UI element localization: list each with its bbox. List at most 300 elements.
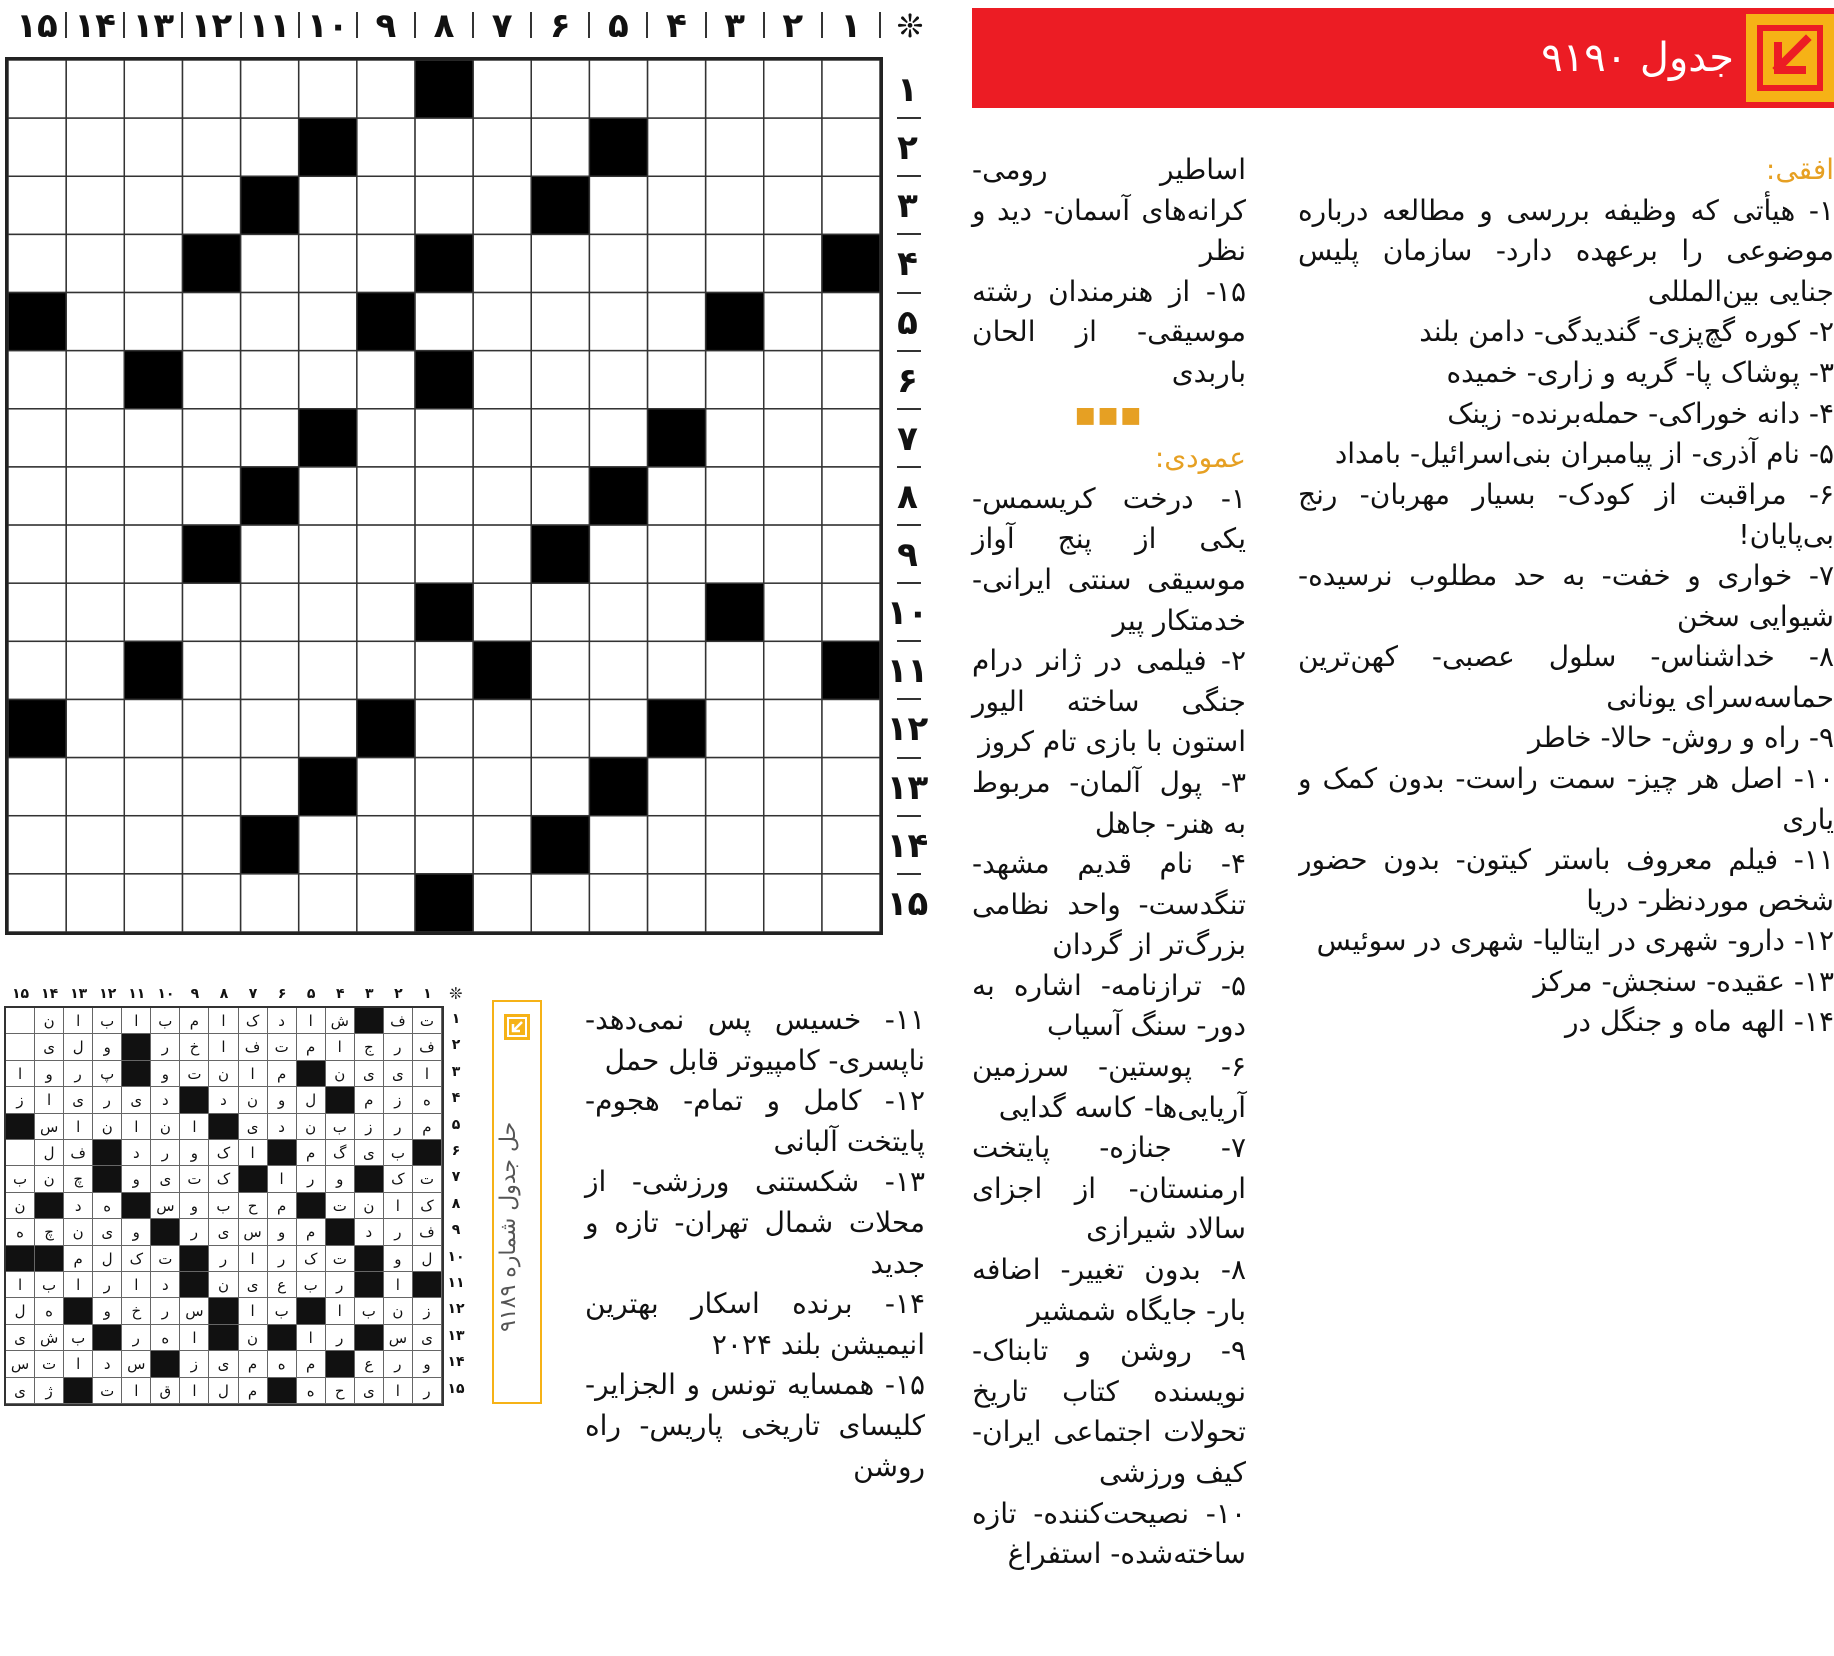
grid-cell[interactable] bbox=[764, 641, 822, 699]
grid-cell[interactable] bbox=[589, 816, 647, 874]
grid-cell[interactable] bbox=[415, 816, 473, 874]
black-cell bbox=[473, 641, 531, 699]
grid-cell[interactable] bbox=[415, 641, 473, 699]
grid-cell[interactable] bbox=[182, 641, 240, 699]
grid-cell[interactable] bbox=[357, 60, 415, 118]
solution-cell: ک bbox=[413, 1193, 442, 1219]
grid-cell[interactable] bbox=[182, 758, 240, 816]
solution-black-cell bbox=[122, 1034, 151, 1060]
grid-cell[interactable] bbox=[182, 118, 240, 176]
grid-cell[interactable] bbox=[531, 699, 589, 757]
grid-cell[interactable] bbox=[357, 758, 415, 816]
solution-cell: ه bbox=[35, 1298, 64, 1324]
grid-cell[interactable] bbox=[473, 60, 531, 118]
grid-cell[interactable] bbox=[415, 293, 473, 351]
grid-cell[interactable] bbox=[764, 409, 822, 467]
grid-cell[interactable] bbox=[124, 874, 182, 932]
grid-cell[interactable] bbox=[531, 467, 589, 525]
grid-cell[interactable] bbox=[706, 874, 764, 932]
grid-cell[interactable] bbox=[473, 874, 531, 932]
solution-row-label: ۱۱ bbox=[447, 1275, 465, 1291]
grid-cell[interactable] bbox=[706, 118, 764, 176]
across-clue: ۱- هیأتی که وظیفه بررسی و مطالعه درباره موضوعی را برعهده دارد- سازمان پلیس جنایی بین‌المللی bbox=[1298, 193, 1834, 308]
grid-cell[interactable] bbox=[66, 409, 124, 467]
grid-cell[interactable] bbox=[589, 234, 647, 292]
solution-black-cell bbox=[209, 1114, 238, 1140]
grid-cell[interactable] bbox=[8, 60, 66, 118]
grid-cell[interactable] bbox=[706, 467, 764, 525]
solution-cell: و bbox=[93, 1034, 122, 1060]
grid-cell[interactable] bbox=[415, 525, 473, 583]
solution-cell: ا bbox=[122, 1114, 151, 1140]
grid-cell[interactable] bbox=[764, 351, 822, 409]
grid-cell[interactable] bbox=[531, 874, 589, 932]
black-cell bbox=[415, 351, 473, 409]
solution-black-cell bbox=[209, 1298, 238, 1324]
grid-cell[interactable] bbox=[473, 234, 531, 292]
grid-cell[interactable] bbox=[764, 60, 822, 118]
grid-cell[interactable] bbox=[8, 525, 66, 583]
grid-cell[interactable] bbox=[589, 874, 647, 932]
grid-cell[interactable] bbox=[182, 874, 240, 932]
grid-cell[interactable] bbox=[647, 351, 705, 409]
grid-cell[interactable] bbox=[66, 641, 124, 699]
solution-cell: ت bbox=[413, 1008, 442, 1034]
grid-cell[interactable] bbox=[706, 525, 764, 583]
grid-cell[interactable] bbox=[299, 816, 357, 874]
column-separator bbox=[356, 12, 358, 38]
black-cell bbox=[589, 118, 647, 176]
grid-cell[interactable] bbox=[764, 118, 822, 176]
solution-cell: ت bbox=[35, 1351, 64, 1377]
column-separator bbox=[530, 12, 532, 38]
grid-cell[interactable] bbox=[182, 60, 240, 118]
grid-cell[interactable] bbox=[357, 118, 415, 176]
grid-cell[interactable] bbox=[647, 234, 705, 292]
solution-cell: س bbox=[122, 1351, 151, 1377]
grid-cell[interactable] bbox=[299, 699, 357, 757]
grid-cell[interactable] bbox=[299, 351, 357, 409]
row-label: ۹ bbox=[897, 535, 918, 576]
grid-cell[interactable] bbox=[299, 467, 357, 525]
grid-cell[interactable] bbox=[764, 583, 822, 641]
grid-cell[interactable] bbox=[822, 351, 880, 409]
grid-cell[interactable] bbox=[531, 351, 589, 409]
grid-cell[interactable] bbox=[299, 60, 357, 118]
column-label: ۶ bbox=[549, 6, 571, 46]
grid-cell[interactable] bbox=[124, 234, 182, 292]
down-clue: ۶- پوستین- سرزمین آریایی‌ها- کاسه گدایی bbox=[972, 1050, 1246, 1124]
solution-cell: ا bbox=[209, 1008, 238, 1034]
grid-cell[interactable] bbox=[822, 816, 880, 874]
grid-cell[interactable] bbox=[531, 583, 589, 641]
solution-cell: چ bbox=[35, 1219, 64, 1245]
solution-cell: ر bbox=[268, 1246, 297, 1272]
solution-cell: ب bbox=[93, 1008, 122, 1034]
grid-cell[interactable] bbox=[589, 641, 647, 699]
solution-cell bbox=[6, 1034, 35, 1060]
grid-cell[interactable] bbox=[822, 60, 880, 118]
grid-cell[interactable] bbox=[415, 176, 473, 234]
grid-cell[interactable] bbox=[764, 234, 822, 292]
solution-cell: ک bbox=[209, 1140, 238, 1166]
solution-black-cell bbox=[326, 1087, 355, 1113]
solution-column-label: ۱۰ bbox=[157, 986, 175, 1002]
grid-cell[interactable] bbox=[764, 525, 822, 583]
solution-cell: ی bbox=[239, 1272, 268, 1298]
grid-cell[interactable] bbox=[182, 699, 240, 757]
grid-cell[interactable] bbox=[182, 583, 240, 641]
grid-cell[interactable] bbox=[241, 525, 299, 583]
solution-grid bbox=[4, 1006, 444, 1406]
grid-cell[interactable] bbox=[241, 583, 299, 641]
grid-cell[interactable] bbox=[531, 60, 589, 118]
grid-cell[interactable] bbox=[66, 816, 124, 874]
grid-cell[interactable] bbox=[124, 467, 182, 525]
grid-cell[interactable] bbox=[473, 583, 531, 641]
solution-cell: ش bbox=[326, 1008, 355, 1034]
grid-cell[interactable] bbox=[647, 816, 705, 874]
solution-cell: د bbox=[93, 1351, 122, 1377]
grid-cell[interactable] bbox=[66, 583, 124, 641]
grid-cell[interactable] bbox=[124, 816, 182, 874]
solution-cell: ب bbox=[151, 1008, 180, 1034]
grid-cell[interactable] bbox=[182, 816, 240, 874]
black-cell bbox=[822, 641, 880, 699]
grid-cell[interactable] bbox=[182, 467, 240, 525]
grid-cell[interactable] bbox=[647, 118, 705, 176]
grid-cell[interactable] bbox=[241, 758, 299, 816]
grid-cell[interactable] bbox=[66, 699, 124, 757]
solution-cell: ا bbox=[239, 1246, 268, 1272]
grid-svg[interactable] bbox=[8, 60, 880, 932]
grid-cell[interactable] bbox=[124, 699, 182, 757]
grid-cell[interactable] bbox=[589, 525, 647, 583]
grid-cell[interactable] bbox=[182, 409, 240, 467]
grid-cell[interactable] bbox=[299, 176, 357, 234]
grid-cell[interactable] bbox=[8, 641, 66, 699]
grid-cell[interactable] bbox=[647, 293, 705, 351]
grid-cell[interactable] bbox=[706, 758, 764, 816]
grid-cell[interactable] bbox=[531, 758, 589, 816]
grid-cell[interactable] bbox=[589, 293, 647, 351]
black-cell bbox=[647, 699, 705, 757]
grid-cell[interactable] bbox=[822, 583, 880, 641]
grid-cell[interactable] bbox=[822, 293, 880, 351]
black-cell bbox=[415, 874, 473, 932]
row-label: ۱۲ bbox=[886, 709, 929, 750]
grid-cell[interactable] bbox=[299, 874, 357, 932]
grid-cell[interactable] bbox=[822, 874, 880, 932]
crossword-grid[interactable] bbox=[5, 57, 883, 935]
grid-cell[interactable] bbox=[357, 816, 415, 874]
grid-cell[interactable] bbox=[706, 699, 764, 757]
solution-cell: د bbox=[151, 1087, 180, 1113]
solution-black-cell bbox=[355, 1008, 384, 1034]
solution-cell: م bbox=[64, 1246, 93, 1272]
grid-cell[interactable] bbox=[531, 118, 589, 176]
grid-cell[interactable] bbox=[589, 583, 647, 641]
solution-cell: و bbox=[122, 1219, 151, 1245]
grid-cell[interactable] bbox=[8, 467, 66, 525]
grid-cell[interactable] bbox=[764, 293, 822, 351]
star-icon: ❊ bbox=[449, 984, 463, 1003]
grid-cell[interactable] bbox=[8, 583, 66, 641]
grid-cell[interactable] bbox=[357, 176, 415, 234]
column-separator bbox=[879, 12, 881, 38]
grid-cell[interactable] bbox=[647, 641, 705, 699]
grid-cell[interactable] bbox=[124, 583, 182, 641]
column-separator bbox=[763, 12, 765, 38]
grid-cell[interactable] bbox=[182, 351, 240, 409]
solution-cell: ا bbox=[64, 1272, 93, 1298]
row-label: ۱۴ bbox=[886, 825, 929, 866]
grid-cell[interactable] bbox=[415, 409, 473, 467]
row-label: ۱۰ bbox=[886, 593, 929, 634]
grid-cell[interactable] bbox=[822, 118, 880, 176]
grid-cell[interactable] bbox=[8, 351, 66, 409]
solution-row-header bbox=[446, 1006, 466, 1406]
grid-cell[interactable] bbox=[241, 874, 299, 932]
grid-cell[interactable] bbox=[473, 758, 531, 816]
solution-black-cell bbox=[297, 1061, 326, 1087]
solution-cell: ت bbox=[413, 1166, 442, 1192]
grid-cell[interactable] bbox=[66, 234, 124, 292]
grid-cell[interactable] bbox=[124, 293, 182, 351]
solution-cell bbox=[6, 1140, 35, 1166]
grid-cell[interactable] bbox=[822, 176, 880, 234]
grid-cell[interactable] bbox=[589, 699, 647, 757]
grid-cell[interactable] bbox=[66, 118, 124, 176]
grid-cell[interactable] bbox=[124, 525, 182, 583]
solution-cell: ا bbox=[64, 1114, 93, 1140]
grid-cell[interactable] bbox=[531, 641, 589, 699]
grid-cell[interactable] bbox=[241, 60, 299, 118]
grid-cell[interactable] bbox=[647, 176, 705, 234]
grid-cell[interactable] bbox=[822, 699, 880, 757]
grid-cell[interactable] bbox=[706, 641, 764, 699]
grid-cell[interactable] bbox=[473, 118, 531, 176]
solution-cell: ب bbox=[6, 1166, 35, 1192]
grid-cell[interactable] bbox=[589, 409, 647, 467]
grid-cell[interactable] bbox=[647, 467, 705, 525]
grid-cell[interactable] bbox=[299, 641, 357, 699]
solution-cell: س bbox=[180, 1298, 209, 1324]
solution-cell: م bbox=[297, 1351, 326, 1377]
grid-cell[interactable] bbox=[647, 525, 705, 583]
across-clue: ۵- نام آذری- از پیامبران بنی‌اسرائیل- بامداد bbox=[1334, 437, 1834, 471]
grid-cell[interactable] bbox=[66, 758, 124, 816]
solution-cell: پ bbox=[93, 1061, 122, 1087]
solution-column-label: ۱۵ bbox=[11, 986, 30, 1002]
grid-cell[interactable] bbox=[706, 351, 764, 409]
grid-cell[interactable] bbox=[124, 60, 182, 118]
grid-cell[interactable] bbox=[66, 351, 124, 409]
solution-column-header bbox=[4, 986, 444, 1004]
solution-cell: د bbox=[268, 1008, 297, 1034]
grid-cell[interactable] bbox=[822, 467, 880, 525]
grid-cell[interactable] bbox=[473, 467, 531, 525]
solution-row-label: ۷ bbox=[451, 1169, 461, 1186]
grid-cell[interactable] bbox=[357, 234, 415, 292]
solution-cell: ن bbox=[6, 1193, 35, 1219]
grid-cell[interactable] bbox=[764, 467, 822, 525]
solution-cell: ا bbox=[64, 1351, 93, 1377]
grid-cell[interactable] bbox=[8, 816, 66, 874]
black-cell bbox=[822, 234, 880, 292]
grid-cell[interactable] bbox=[531, 293, 589, 351]
grid-cell[interactable] bbox=[66, 60, 124, 118]
grid-cell[interactable] bbox=[473, 409, 531, 467]
grid-cell[interactable] bbox=[473, 293, 531, 351]
grid-cell[interactable] bbox=[531, 409, 589, 467]
grid-cell[interactable] bbox=[473, 176, 531, 234]
black-cell bbox=[299, 758, 357, 816]
solution-cell: ف bbox=[239, 1034, 268, 1060]
grid-cell[interactable] bbox=[647, 874, 705, 932]
solution-black-cell bbox=[180, 1246, 209, 1272]
grid-cell[interactable] bbox=[473, 699, 531, 757]
grid-cell[interactable] bbox=[473, 525, 531, 583]
grid-cell[interactable] bbox=[241, 293, 299, 351]
black-cell bbox=[299, 118, 357, 176]
row-separator bbox=[897, 292, 921, 294]
grid-cell[interactable] bbox=[706, 60, 764, 118]
column-label: ۱۴ bbox=[74, 6, 116, 46]
column-separator bbox=[181, 12, 183, 38]
grid-cell[interactable] bbox=[415, 118, 473, 176]
solution-row-label: ۱۵ bbox=[447, 1380, 465, 1397]
grid-cell[interactable] bbox=[706, 409, 764, 467]
black-cell bbox=[299, 409, 357, 467]
grid-cell[interactable] bbox=[66, 293, 124, 351]
grid-cell[interactable] bbox=[8, 758, 66, 816]
solution-cell: س bbox=[35, 1114, 64, 1140]
grid-cell[interactable] bbox=[589, 351, 647, 409]
grid-cell[interactable] bbox=[299, 293, 357, 351]
grid-cell[interactable] bbox=[706, 234, 764, 292]
solution-column-label: ۱۴ bbox=[41, 986, 59, 1002]
grid-cell[interactable] bbox=[241, 351, 299, 409]
grid-cell[interactable] bbox=[8, 234, 66, 292]
grid-cell[interactable] bbox=[764, 758, 822, 816]
grid-cell[interactable] bbox=[473, 816, 531, 874]
grid-cell[interactable] bbox=[415, 467, 473, 525]
solution-black-cell bbox=[180, 1272, 209, 1298]
grid-cell[interactable] bbox=[66, 874, 124, 932]
title-bar bbox=[972, 8, 1834, 108]
grid-cell[interactable] bbox=[182, 293, 240, 351]
solution-cell: ن bbox=[64, 1219, 93, 1245]
black-cell bbox=[182, 234, 240, 292]
solution-cell: ا bbox=[326, 1298, 355, 1324]
grid-cell[interactable] bbox=[531, 234, 589, 292]
grid-cell[interactable] bbox=[357, 641, 415, 699]
grid-cell[interactable] bbox=[589, 176, 647, 234]
grid-cell[interactable] bbox=[299, 583, 357, 641]
solution-label bbox=[492, 1000, 542, 1404]
grid-cell[interactable] bbox=[241, 641, 299, 699]
grid-cell[interactable] bbox=[357, 351, 415, 409]
solution-column-label: ۴ bbox=[335, 986, 345, 1002]
solution-black-cell bbox=[122, 1061, 151, 1087]
grid-cell[interactable] bbox=[822, 409, 880, 467]
black-cell bbox=[241, 816, 299, 874]
grid-cell[interactable] bbox=[589, 60, 647, 118]
solution-row-label: ۱ bbox=[451, 1011, 461, 1027]
solution-cell: ن bbox=[93, 1114, 122, 1140]
grid-cell[interactable] bbox=[8, 118, 66, 176]
solution-cell: م bbox=[297, 1219, 326, 1245]
solution-cell: ب bbox=[384, 1140, 413, 1166]
solution-cell: ف bbox=[413, 1034, 442, 1060]
black-cell bbox=[8, 293, 66, 351]
solution-black-cell bbox=[413, 1272, 442, 1298]
grid-cell[interactable] bbox=[415, 758, 473, 816]
row-label: ۳ bbox=[897, 186, 918, 227]
grid-cell[interactable] bbox=[764, 176, 822, 234]
arrow-icon bbox=[1746, 14, 1834, 102]
grid-cell[interactable] bbox=[415, 699, 473, 757]
grid-cell[interactable] bbox=[822, 758, 880, 816]
column-label: ۳ bbox=[724, 6, 746, 46]
grid-cell[interactable] bbox=[357, 874, 415, 932]
grid-cell[interactable] bbox=[764, 816, 822, 874]
down-clue: ۹- روشن و تابناک- نویسنده کتاب تاریخ تحولات اجتماعی ایران- کیف ورزشی bbox=[972, 1334, 1246, 1489]
grid-cell[interactable] bbox=[124, 118, 182, 176]
grid-cell[interactable] bbox=[124, 758, 182, 816]
solution-cell: ا bbox=[239, 1298, 268, 1324]
grid-cell[interactable] bbox=[241, 699, 299, 757]
grid-cell[interactable] bbox=[764, 699, 822, 757]
black-cell bbox=[241, 176, 299, 234]
grid-cell[interactable] bbox=[473, 351, 531, 409]
grid-cell[interactable] bbox=[241, 118, 299, 176]
grid-cell[interactable] bbox=[706, 176, 764, 234]
grid-cell[interactable] bbox=[241, 234, 299, 292]
across-clue: ۱۴- برنده اسکار بهترین انیمیشن بلند ۲۰۲۴ bbox=[585, 1287, 925, 1361]
solution-cell: ا bbox=[6, 1272, 35, 1298]
grid-cell[interactable] bbox=[764, 874, 822, 932]
grid-cell[interactable] bbox=[357, 409, 415, 467]
grid-cell[interactable] bbox=[66, 467, 124, 525]
solution-cell: ت bbox=[151, 1246, 180, 1272]
grid-cell[interactable] bbox=[357, 583, 415, 641]
grid-cell[interactable] bbox=[8, 874, 66, 932]
solution-cell: د bbox=[268, 1114, 297, 1140]
grid-cell[interactable] bbox=[8, 409, 66, 467]
solution-cell: س bbox=[384, 1325, 413, 1351]
grid-cell[interactable] bbox=[8, 176, 66, 234]
grid-cell[interactable] bbox=[357, 467, 415, 525]
grid-cell[interactable] bbox=[647, 60, 705, 118]
grid-cell[interactable] bbox=[241, 409, 299, 467]
grid-cell[interactable] bbox=[124, 409, 182, 467]
grid-cell[interactable] bbox=[647, 583, 705, 641]
grid-cell[interactable] bbox=[66, 176, 124, 234]
grid-cell[interactable] bbox=[182, 176, 240, 234]
grid-cell[interactable] bbox=[647, 758, 705, 816]
grid-cell[interactable] bbox=[822, 525, 880, 583]
grid-cell[interactable] bbox=[357, 525, 415, 583]
grid-cell[interactable] bbox=[66, 525, 124, 583]
grid-cell[interactable] bbox=[299, 234, 357, 292]
grid-cell[interactable] bbox=[124, 176, 182, 234]
grid-cell[interactable] bbox=[299, 525, 357, 583]
row-label: ۸ bbox=[897, 476, 918, 517]
grid-cell[interactable] bbox=[706, 816, 764, 874]
solution-cell: ر bbox=[384, 1351, 413, 1377]
